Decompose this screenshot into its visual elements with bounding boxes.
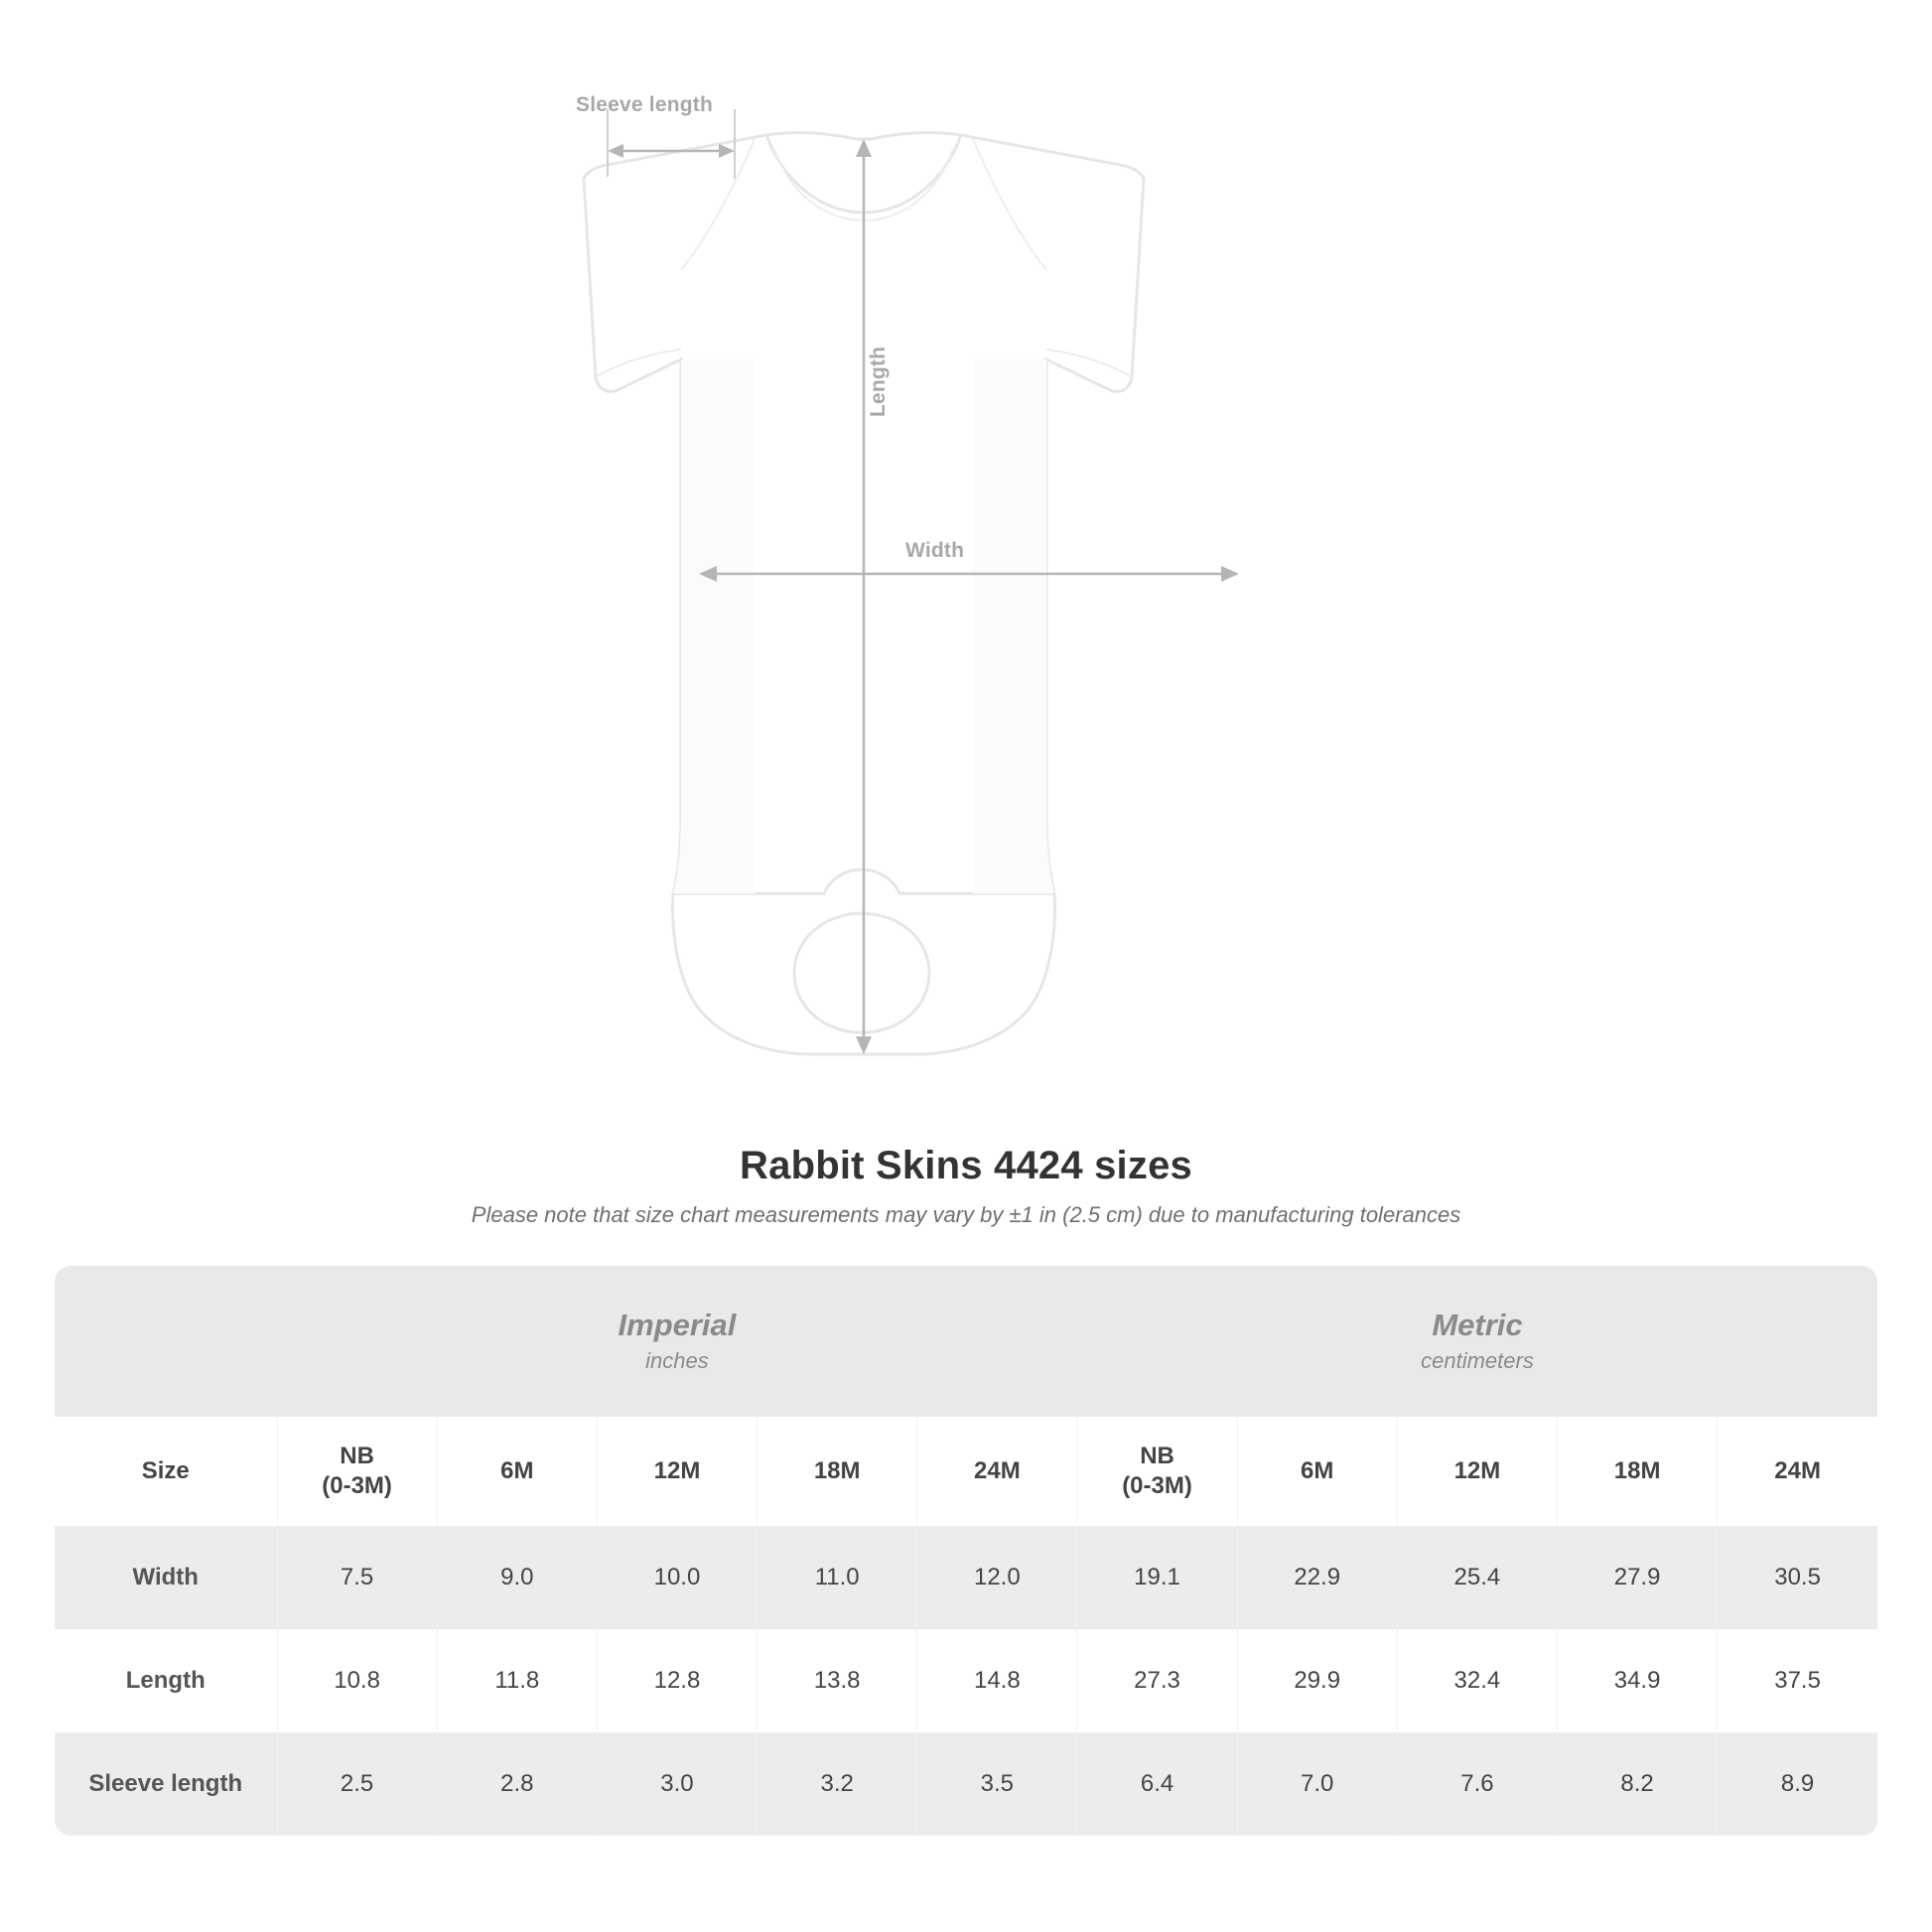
cell-width-imperial-nb: 7.5 (277, 1526, 437, 1629)
cell-width-imperial-6m: 9.0 (437, 1526, 597, 1629)
tolerance-note: Please note that size chart measurements may vary by ±1 in (2.5 cm) due to manufacturing tolerances (471, 1202, 1461, 1227)
column-header-imperial-18m (758, 1417, 917, 1526)
column-header-top: 12M (653, 1457, 701, 1484)
column-header-bottom: (0-3M) (322, 1472, 392, 1499)
cell-width-metric-24m: 30.5 (1718, 1526, 1877, 1629)
unit-name-metric: Metric (1432, 1307, 1523, 1342)
table-row (55, 1526, 1877, 1629)
cell-width-imperial-12m: 10.0 (597, 1526, 757, 1629)
size-table (55, 1266, 1877, 1836)
column-header-top: 18M (1613, 1457, 1661, 1484)
column-header-metric-12m (1397, 1417, 1557, 1526)
header-size-label: Size (55, 1417, 277, 1526)
unit-cell-metric (1077, 1266, 1877, 1417)
length-dimension-label: Length (867, 345, 890, 417)
column-header-top: 24M (974, 1457, 1021, 1484)
cell-width-metric-12m: 25.4 (1397, 1526, 1557, 1629)
page-title: Rabbit Skins 4424 sizes (740, 1144, 1192, 1187)
cell-sleeve-metric-nb: 6.4 (1077, 1732, 1237, 1836)
cell-length-imperial-18m: 13.8 (758, 1629, 917, 1732)
column-header-top: 24M (1774, 1457, 1821, 1484)
cell-length-imperial-12m: 12.8 (597, 1629, 757, 1732)
cell-sleeve-imperial-6m: 2.8 (437, 1732, 597, 1836)
column-header-imperial-nb (277, 1417, 437, 1526)
unit-header-row (55, 1266, 1877, 1417)
column-header-metric-6m (1237, 1417, 1397, 1526)
column-header-imperial-12m (597, 1417, 757, 1526)
cell-sleeve-imperial-18m: 3.2 (758, 1732, 917, 1836)
cell-sleeve-metric-12m: 7.6 (1397, 1732, 1557, 1836)
table-row (55, 1732, 1877, 1836)
row-label-length: Length (55, 1629, 277, 1732)
cell-sleeve-imperial-12m: 3.0 (597, 1732, 757, 1836)
cell-length-imperial-24m: 14.8 (917, 1629, 1077, 1732)
sleeve-length-dimension-label: Sleeve length (576, 93, 713, 116)
cell-sleeve-imperial-nb: 2.5 (277, 1732, 437, 1836)
cell-length-metric-12m: 32.4 (1397, 1629, 1557, 1732)
column-header-metric-24m (1718, 1417, 1877, 1526)
column-header-top: 12M (1453, 1457, 1501, 1484)
column-header-metric-18m (1558, 1417, 1718, 1526)
unit-sub-metric: centimeters (1421, 1348, 1534, 1374)
unit-sub-imperial: inches (645, 1348, 709, 1374)
cell-sleeve-metric-24m: 8.9 (1718, 1732, 1877, 1836)
cell-width-metric-6m: 22.9 (1237, 1526, 1397, 1629)
column-header-top: NB (340, 1443, 374, 1469)
unit-name-imperial: Imperial (618, 1307, 737, 1342)
cell-sleeve-metric-6m: 7.0 (1237, 1732, 1397, 1836)
cell-length-metric-18m: 34.9 (1558, 1629, 1718, 1732)
column-header-imperial-6m (437, 1417, 597, 1526)
column-header-imperial-24m (917, 1417, 1077, 1526)
width-dimension-label: Width (905, 539, 965, 562)
title-block (472, 1144, 1460, 1228)
size-table-container (55, 1266, 1877, 1836)
cell-width-metric-nb: 19.1 (1077, 1526, 1237, 1629)
cell-width-imperial-18m: 11.0 (758, 1526, 917, 1629)
unit-cell-imperial (277, 1266, 1077, 1417)
column-header-top: 18M (813, 1457, 861, 1484)
cell-length-imperial-nb: 10.8 (277, 1629, 437, 1732)
column-header-top: 6M (500, 1457, 534, 1484)
column-header-row (55, 1417, 1877, 1526)
column-header-top: NB (1140, 1443, 1174, 1469)
row-label-width: Width (55, 1526, 277, 1629)
cell-length-metric-24m: 37.5 (1718, 1629, 1877, 1732)
cell-length-imperial-6m: 11.8 (437, 1629, 597, 1732)
cell-length-metric-6m: 29.9 (1237, 1629, 1397, 1732)
unit-row-spacer (55, 1266, 277, 1417)
column-header-top: 6M (1301, 1457, 1334, 1484)
cell-length-metric-nb: 27.3 (1077, 1629, 1237, 1732)
column-header-metric-nb (1077, 1417, 1237, 1526)
row-label-sleeve-length: Sleeve length (55, 1732, 277, 1836)
cell-width-imperial-24m: 12.0 (917, 1526, 1077, 1629)
cell-sleeve-imperial-24m: 3.5 (917, 1732, 1077, 1836)
column-header-bottom: (0-3M) (1122, 1472, 1192, 1499)
table-row (55, 1629, 1877, 1732)
cell-width-metric-18m: 27.9 (1558, 1526, 1718, 1629)
cell-sleeve-metric-18m: 8.2 (1558, 1732, 1718, 1836)
